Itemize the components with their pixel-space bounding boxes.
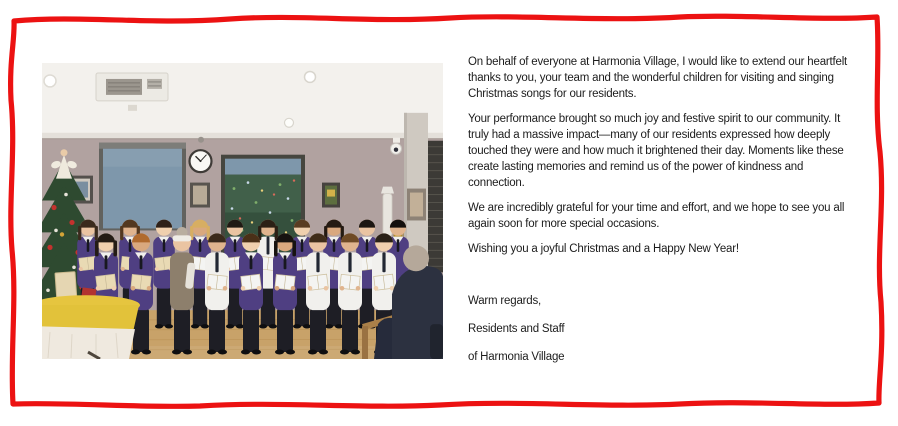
picture-frame [407, 189, 426, 221]
slatted-radiator [428, 141, 443, 273]
letter-paragraph-1: On behalf of everyone at Harmonia Village, I would like to extend our heartfelt thanks to you, your team and the wonderful children for visiting and singing Christmas songs for our residents. [468, 56, 848, 100]
choir-photo [42, 63, 443, 359]
signoff-line-2: Residents and Staff [468, 323, 565, 335]
letter-paragraph-4: Wishing you a joyful Christmas and a Happy New Year! [468, 243, 739, 255]
letter-paragraph-3: We are incredibly grateful for your time and effort, and we hope to see you all again soon for more special occasions. [468, 202, 845, 230]
picture-frame [190, 183, 210, 208]
signoff-line-3: of Harmonia Village [468, 351, 565, 363]
picture-frame [322, 183, 340, 208]
letter-paragraph-2: Your performance brought so much joy and festive spirit to our community. It truly had a massive impact—many of our residents expressed how deeply touched they were and how much it brightened their day. Moments like these create lasting memories and remind us of the power of kindness and connection. [468, 113, 844, 189]
signoff-line-1: Warm regards, [468, 295, 542, 307]
window-left-blind [99, 143, 186, 231]
letter-signoff [468, 294, 858, 365]
letter-body [468, 54, 858, 378]
ceiling [42, 63, 443, 139]
